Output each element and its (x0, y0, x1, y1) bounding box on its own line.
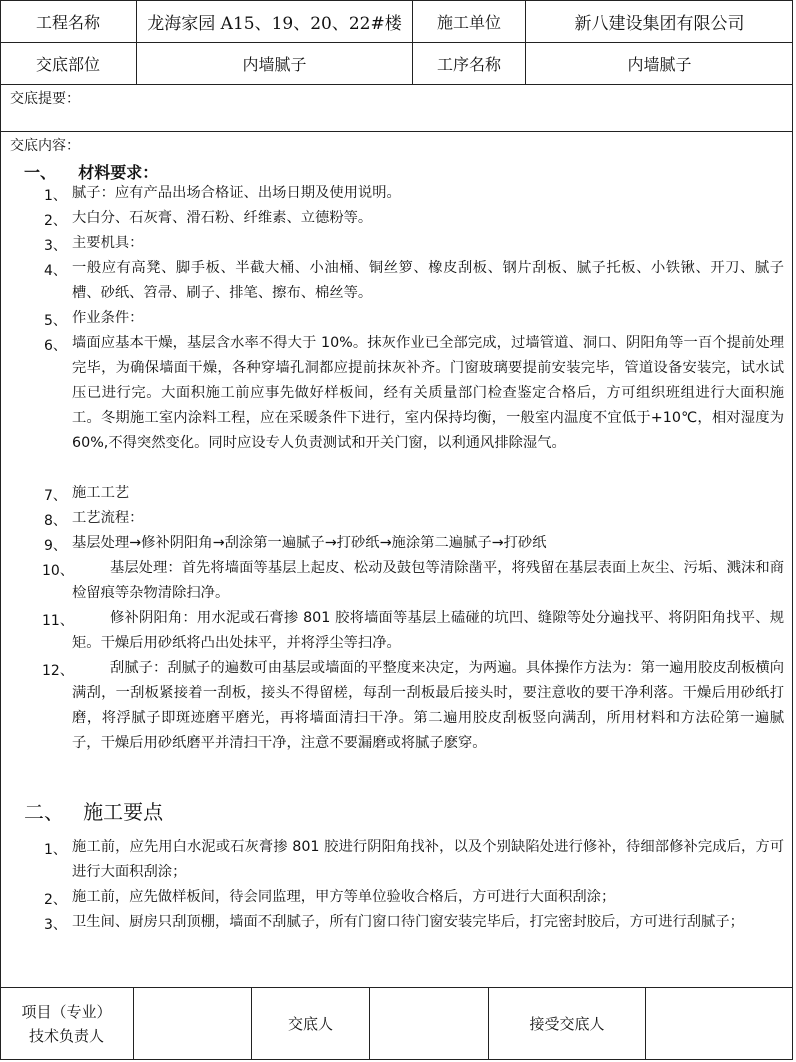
item-text: 刮腻子：刮腻子的遍数可由基层或墙面的平整度来决定，为两遍。具体操作方法为：第一遍用胶皮刮板横向满刮，一刮板紧接着一刮板，接头不得留槎，每刮一刮板最后接头时，要注意收的要干净利落。干燥后用砂纸打磨，将浮腻子即斑迹磨平磨光，再将墙面清扫干净。第二遍用胶皮刮板竖向满刮，所用材料和方法砼第一遍腻子，干燥后用砂纸磨平并清扫干净，注意不要漏磨或将腻子麽穿。 (72, 660, 784, 751)
tech-lead-label (0, 988, 133, 1060)
section1-heading (24, 160, 158, 183)
process-label: 工序名称 (436, 55, 501, 74)
item-text: 修补阴阳角：用水泥或石膏掺 801 胶将墙面等基层上磕碰的坑凹、缝隙等处分遍找平、将阴阳角找平、规矩。干燥后用砂纸将凸出处抹平，并将浮尘等扫净。 (72, 610, 784, 651)
project-name-value: 龙海家园 A15、19、20、22#楼 (147, 13, 402, 34)
contractor-value: 新八建设集团有限公司 (574, 13, 745, 34)
location-label: 交底部位 (35, 55, 100, 74)
tech-lead-label-line1: 项目（专业） (21, 1003, 112, 1021)
item-number: 2、 (44, 892, 67, 908)
item-number: 1、 (44, 188, 67, 204)
item-text: 主要机具： (72, 235, 144, 251)
item-number: 12、 (42, 663, 74, 679)
item-number: 5、 (44, 313, 67, 329)
row-divider (0, 84, 793, 85)
receiver-label: 接受交底人 (529, 1015, 605, 1033)
section2-title: 施工要点 (83, 800, 164, 824)
item-text: 大白分、石灰膏、滑石粉、纤维素、立德粉等。 (72, 210, 373, 226)
item-text: 一般应有高凳、脚手板、半截大桶、小油桶、铜丝箩、橡皮刮板、钢片刮板、腻子托板、小铁锹、开刀、腻子槽、砂纸、笤帚、刷子、排笔、擦布、棉丝等。 (72, 260, 784, 301)
receiver-signature[interactable] (646, 988, 793, 1060)
item-number: 2、 (44, 213, 67, 229)
tech-lead-signature[interactable] (134, 988, 251, 1060)
item-number: 4、 (44, 263, 67, 279)
item-text: 施工工艺 (72, 485, 130, 501)
item-number: 3、 (44, 917, 67, 933)
item-text: 作业条件： (72, 310, 144, 326)
presenter-signature[interactable] (370, 988, 488, 1060)
item-text: 施工前，应先用白水泥或石灰膏掺 801 胶进行阴阳角找补，以及个别缺陷处进行修补，待细部修补完成后，方可进行大面积刮涂； (72, 839, 784, 880)
content-label: 交底内容： (10, 138, 80, 154)
project-name-label: 工程名称 (35, 12, 100, 32)
section2-heading (24, 796, 163, 825)
section1-title: 材料要求： (78, 163, 159, 182)
item-number: 7、 (44, 488, 67, 504)
item-text: 墙面应基本干燥，基层含水率不得大于 10%。抹灰作业已全部完成，过墙管道、洞口、阴阳角等一百个提前处理完毕，为确保墙面干燥，各种穿墙孔洞都应提前抹灰补齐。门窗玻璃要提前安装完毕，管道设备安装完，试水试压已进行完。大面积施工前应事先做好样板间，经有关质量部门检查鉴定合格后，方可组织班组进行大面积施工。冬期施工室内涂料工程，应在采暖条件下进行，室内保持均衡，一般室内温度不宜低于+10℃，相对湿度为 60%,不得突然变化。同时应设专人负责测试和开关门窗，以利通风排除湿气。 (72, 335, 784, 451)
item-text: 卫生间、厨房只刮顶棚，墙面不刮腻子，所有门窗口待门窗安装完毕后，打完密封胶后，方可进行刮腻子； (72, 914, 744, 930)
item-text: 工艺流程： (72, 510, 144, 526)
contractor-label: 施工单位 (436, 12, 501, 32)
item-text: 基层处理→修补阴阳角→刮涂第一遍腻子→打砂纸→施涂第二遍腻子→打砂纸 (72, 535, 547, 551)
section2-number: 二、 (24, 800, 64, 824)
item-number: 8、 (44, 513, 67, 529)
item-text: 腻子：应有产品出场合格证、出场日期及使用说明。 (72, 185, 401, 201)
item-text: 施工前，应先做样板间，待会同监理，甲方等单位验收合格后，方可进行大面积刮涂； (72, 889, 616, 905)
summary-label: 交底提要： (10, 91, 80, 107)
row-divider (0, 131, 793, 132)
process-value: 内墙腻子 (627, 55, 692, 74)
presenter-label: 交底人 (287, 1015, 333, 1033)
tech-lead-label-line2: 技术负责人 (28, 1027, 104, 1045)
item-number: 1、 (44, 842, 67, 858)
item-number: 9、 (44, 538, 67, 554)
item-text: 基层处理：首先将墙面等基层上起皮、松动及鼓包等清除凿平，将残留在基层表面上灰尘、污垢、溅沫和商检留痕等杂物清除扫净。 (72, 560, 784, 601)
location-value: 内墙腻子 (242, 55, 307, 74)
item-number: 11、 (42, 613, 74, 629)
item-number: 3、 (44, 238, 67, 254)
section1-number: 一、 (24, 163, 57, 182)
item-number: 10、 (42, 563, 74, 579)
item-number: 6、 (44, 338, 67, 354)
